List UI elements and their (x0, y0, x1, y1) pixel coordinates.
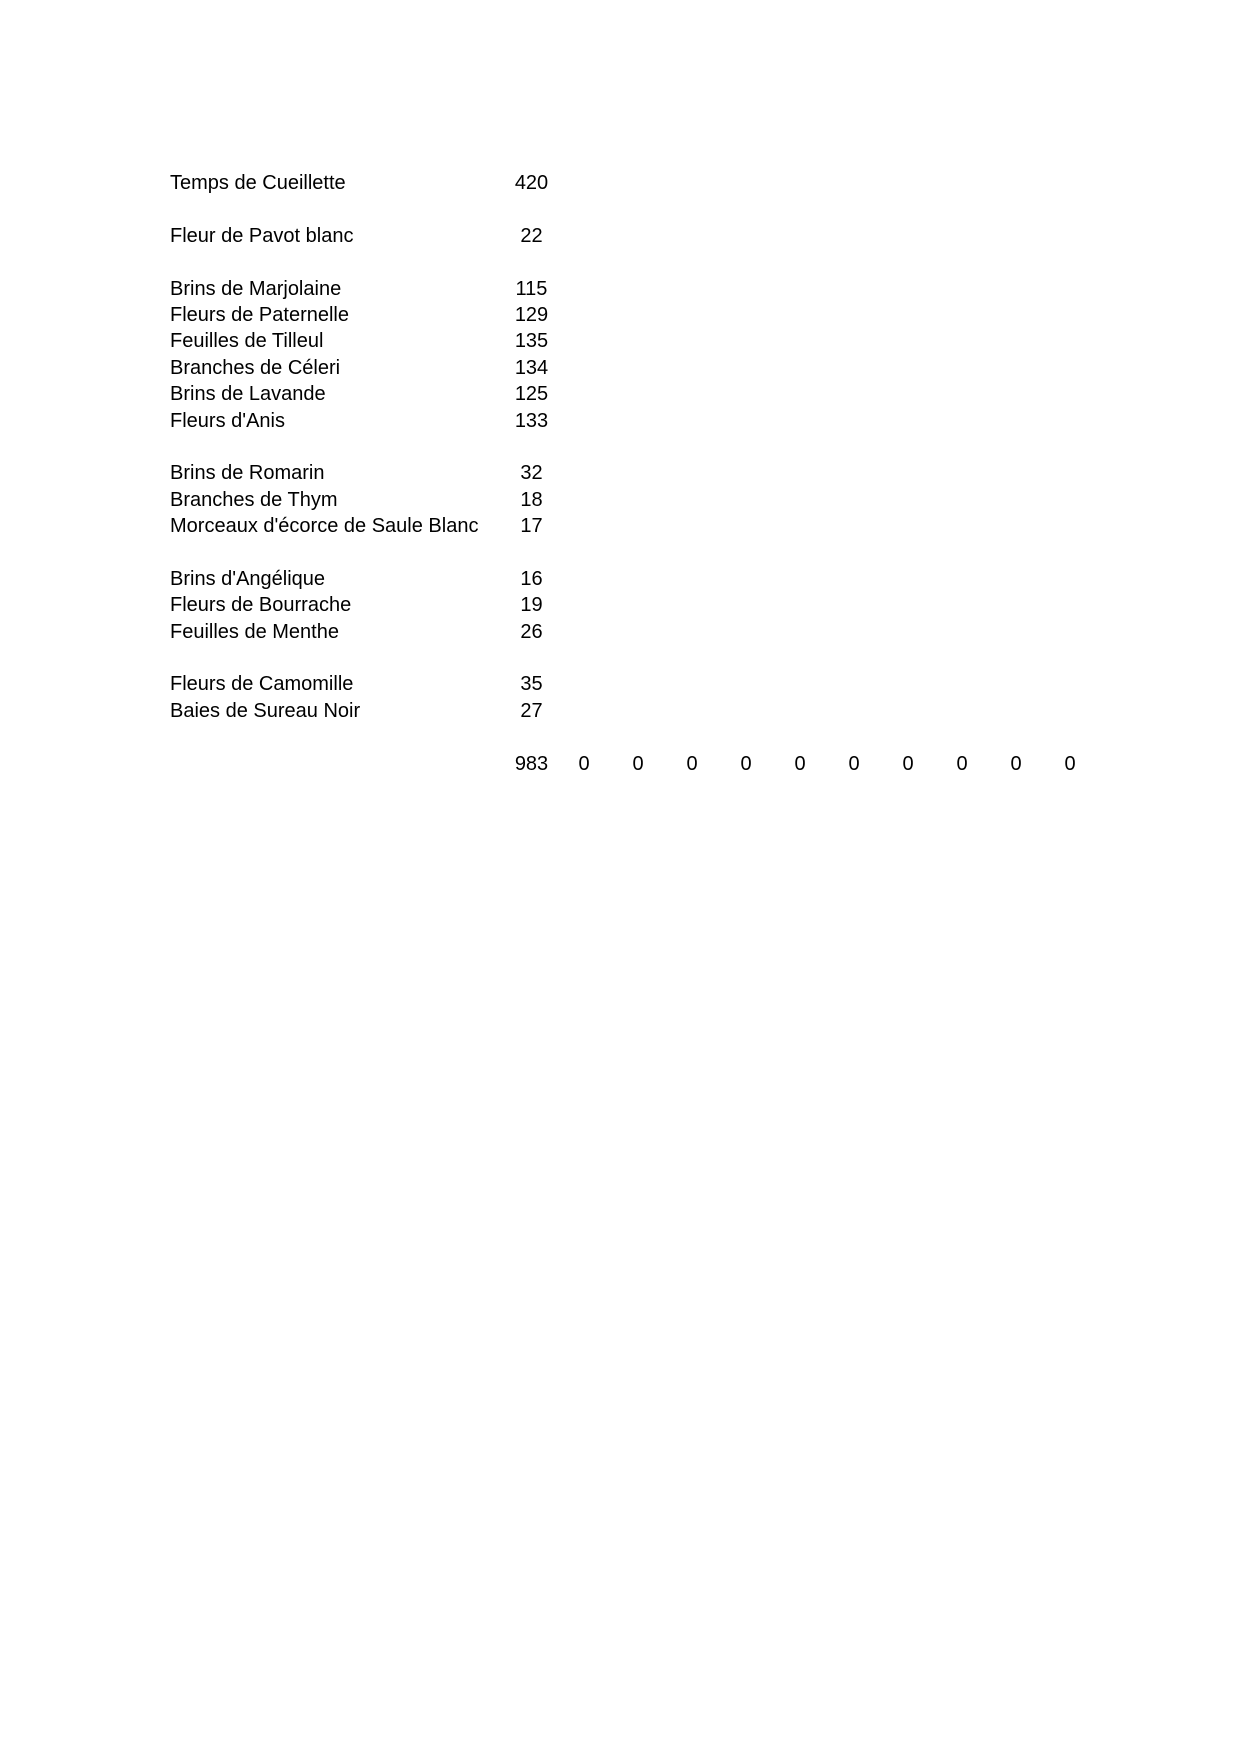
item-label: Brins d'Angélique (170, 567, 326, 590)
total-extra-cell: 0 (794, 752, 806, 775)
item-label: Brins de Lavande (170, 383, 326, 406)
item-value: 22 (520, 224, 543, 247)
total-value: 983 (514, 752, 549, 775)
blank-row (170, 434, 1170, 460)
item-label: Fleurs de Paternelle (170, 303, 349, 326)
total-extra-cell: 0 (956, 752, 968, 775)
item-row (170, 698, 1170, 724)
total-extra-cell: 0 (578, 752, 590, 775)
item-row (170, 170, 1170, 196)
blank-row (170, 724, 1170, 750)
item-row (170, 223, 1170, 249)
total-extra-cell: 0 (848, 752, 860, 775)
spreadsheet-page (170, 170, 1170, 777)
item-label: Branches de Thym (170, 488, 338, 511)
item-value: 420 (514, 172, 549, 194)
total-row (170, 751, 1170, 777)
item-label: Brins de Romarin (170, 462, 325, 485)
item-row (170, 408, 1170, 434)
blank-row (170, 249, 1170, 275)
item-value: 16 (520, 567, 543, 590)
total-extra-cell: 0 (902, 752, 914, 775)
item-label: Baies de Sureau Noir (170, 699, 361, 722)
item-row (170, 592, 1170, 618)
item-value: 115 (515, 277, 548, 300)
item-value: 19 (520, 594, 543, 617)
item-row (170, 566, 1170, 592)
item-value: 129 (514, 303, 549, 326)
total-extra-cell: 0 (632, 752, 644, 775)
item-label: Fleurs d'Anis (170, 409, 285, 432)
item-row (170, 381, 1170, 407)
total-extra-cell: 0 (686, 752, 698, 775)
item-row (170, 276, 1170, 302)
item-label: Fleur de Pavot blanc (170, 224, 354, 247)
item-row (170, 487, 1170, 513)
item-label: Brins de Marjolaine (170, 277, 342, 300)
item-row (170, 302, 1170, 328)
item-row (170, 513, 1170, 539)
blank-row (170, 645, 1170, 671)
item-value: 133 (514, 409, 549, 432)
item-label: Fleurs de Bourrache (170, 594, 352, 617)
item-label: Branches de Céleri (170, 356, 341, 379)
total-extra-cell: 0 (740, 752, 752, 775)
total-extra-cell: 0 (1064, 752, 1076, 775)
item-row (170, 328, 1170, 354)
item-label: Feuilles de Menthe (170, 620, 339, 643)
item-value: 26 (520, 620, 543, 643)
blank-row (170, 539, 1170, 565)
item-value: 32 (520, 462, 543, 485)
item-row (170, 619, 1170, 645)
item-label: Feuilles de Tilleul (170, 330, 324, 353)
item-label: Morceaux d'écorce de Saule Blanc (170, 515, 479, 538)
total-extra-cell: 0 (1010, 752, 1022, 775)
item-value: 27 (520, 699, 543, 722)
item-row (170, 671, 1170, 697)
item-value: 18 (520, 488, 543, 511)
item-row (170, 460, 1170, 486)
blank-row (170, 196, 1170, 222)
item-value: 125 (514, 383, 549, 406)
item-value: 17 (520, 515, 543, 538)
item-list (170, 170, 1170, 751)
item-value: 135 (514, 330, 549, 353)
item-value: 134 (514, 356, 549, 379)
item-value: 35 (520, 673, 543, 696)
item-label: Temps de Cueillette (170, 172, 346, 194)
item-label: Fleurs de Camomille (170, 673, 354, 696)
item-row (170, 355, 1170, 381)
